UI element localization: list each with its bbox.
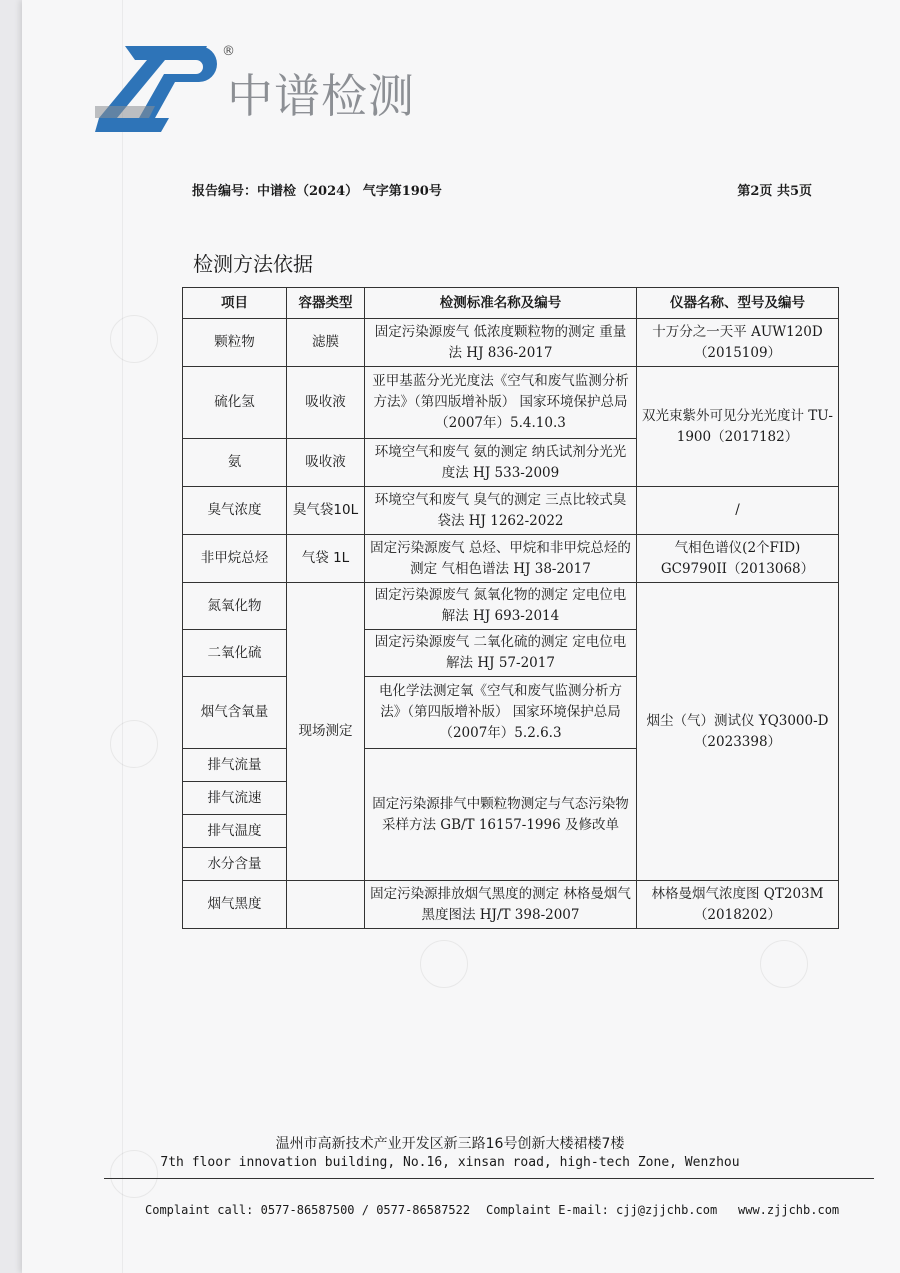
standard-cell: 环境空气和废气 臭气的测定 三点比较式臭袋法 HJ 1262-2022 [365, 487, 637, 535]
standard-cell: 固定污染源废气 总烃、甲烷和非甲烷总烃的测定 气相色谱法 HJ 38-2017 [365, 535, 637, 583]
instrument-cell: 林格曼烟气浓度图 QT203M（2018202） [637, 881, 839, 929]
item-cell: 烟气含氧量 [183, 677, 287, 749]
zp-logo-icon [95, 40, 220, 135]
table-row [183, 319, 839, 367]
instrument-cell: 双光束紫外可见分光光度计 TU-1900（2017182） [637, 367, 839, 487]
watermark-seal-icon [420, 940, 468, 988]
item-cell: 排气流量 [183, 749, 287, 782]
item-cell: 硫化氢 [183, 367, 287, 439]
complaint-phone: Complaint call: 0577-86587500 / 0577-86587522 [145, 1203, 471, 1217]
container-cell: 气袋 1L [287, 535, 365, 583]
report-number: 报告编号：中谱检（2024） 气字第190号 [192, 184, 442, 199]
container-cell: 吸收液 [287, 439, 365, 487]
address-english: 7th floor innovation building, No.16, xinsan road, high-tech Zone, Wenzhou [160, 1155, 740, 1170]
instrument-cell: / [637, 487, 839, 535]
page-indicator: 第2页 共5页 [737, 184, 812, 199]
item-cell: 臭气浓度 [183, 487, 287, 535]
instrument-cell: 气相色谱仪(2个FID) GC9790II（2013068） [637, 535, 839, 583]
watermark-seal-icon [110, 315, 158, 363]
instrument-cell: 十万分之一天平 AUW120D（2015109） [637, 319, 839, 367]
section-title: 检测方法依据 [193, 252, 313, 276]
container-cell [287, 881, 365, 929]
item-cell: 烟气黑度 [183, 881, 287, 929]
item-cell: 排气流速 [183, 782, 287, 815]
methods-table [182, 287, 839, 929]
container-cell: 滤膜 [287, 319, 365, 367]
container-cell: 吸收液 [287, 367, 365, 439]
container-cell: 现场测定 [287, 583, 365, 881]
table-row [183, 487, 839, 535]
table-row [183, 881, 839, 929]
footer-divider [104, 1178, 874, 1179]
item-cell: 水分含量 [183, 848, 287, 881]
watermark-seal-icon [760, 940, 808, 988]
standard-cell: 固定污染源排放烟气黑度的测定 林格曼烟气黑度图法 HJ/T 398-2007 [365, 881, 637, 929]
header-item: 项目 [183, 288, 287, 319]
website-link: www.zjjchb.com [738, 1203, 840, 1217]
item-cell: 二氧化硫 [183, 630, 287, 677]
table-row [183, 583, 839, 630]
table-row [183, 367, 839, 439]
address-chinese: 温州市高新技术产业开发区新三路16号创新大楼裙楼7楼 [275, 1136, 625, 1152]
table-header-row [183, 288, 839, 319]
standard-cell: 电化学法测定氧《空气和废气监测分析方法》（第四版增补版） 国家环境保护总局（2007年）5.2.6.3 [365, 677, 637, 749]
standard-cell: 固定污染源废气 低浓度颗粒物的测定 重量法 HJ 836-2017 [365, 319, 637, 367]
complaint-email: Complaint E-mail: cjj@zjjchb.com [486, 1203, 718, 1217]
item-cell: 非甲烷总烃 [183, 535, 287, 583]
standard-cell: 亚甲基蓝分光光度法《空气和废气监测分析方法》（第四版增补版） 国家环境保护总局（2007年）5.4.10.3 [365, 367, 637, 439]
standard-cell: 环境空气和废气 氨的测定 纳氏试剂分光光度法 HJ 533-2009 [365, 439, 637, 487]
brand-name: 中谱检测 [227, 69, 415, 123]
container-cell: 臭气袋10L [287, 487, 365, 535]
header-instrument: 仪器名称、型号及编号 [637, 288, 839, 319]
item-cell: 氨 [183, 439, 287, 487]
standard-cell: 固定污染源排气中颗粒物测定与气态污染物采样方法 GB/T 16157-1996 及修改单 [365, 749, 637, 881]
item-cell: 颗粒物 [183, 319, 287, 367]
header-standard: 检测标准名称及编号 [365, 288, 637, 319]
standard-cell: 固定污染源废气 二氧化硫的测定 定电位电解法 HJ 57-2017 [365, 630, 637, 677]
registered-mark: ® [222, 44, 235, 59]
watermark-seal-icon [110, 720, 158, 768]
item-cell: 排气温度 [183, 815, 287, 848]
page-fold-shadow [122, 0, 123, 1273]
standard-cell: 固定污染源废气 氮氧化物的测定 定电位电解法 HJ 693-2014 [365, 583, 637, 630]
item-cell: 氮氧化物 [183, 583, 287, 630]
instrument-cell: 烟尘（气）测试仪 YQ3000-D（2023398） [637, 583, 839, 881]
table-row [183, 535, 839, 583]
company-logo [95, 40, 435, 135]
header-container: 容器类型 [287, 288, 365, 319]
